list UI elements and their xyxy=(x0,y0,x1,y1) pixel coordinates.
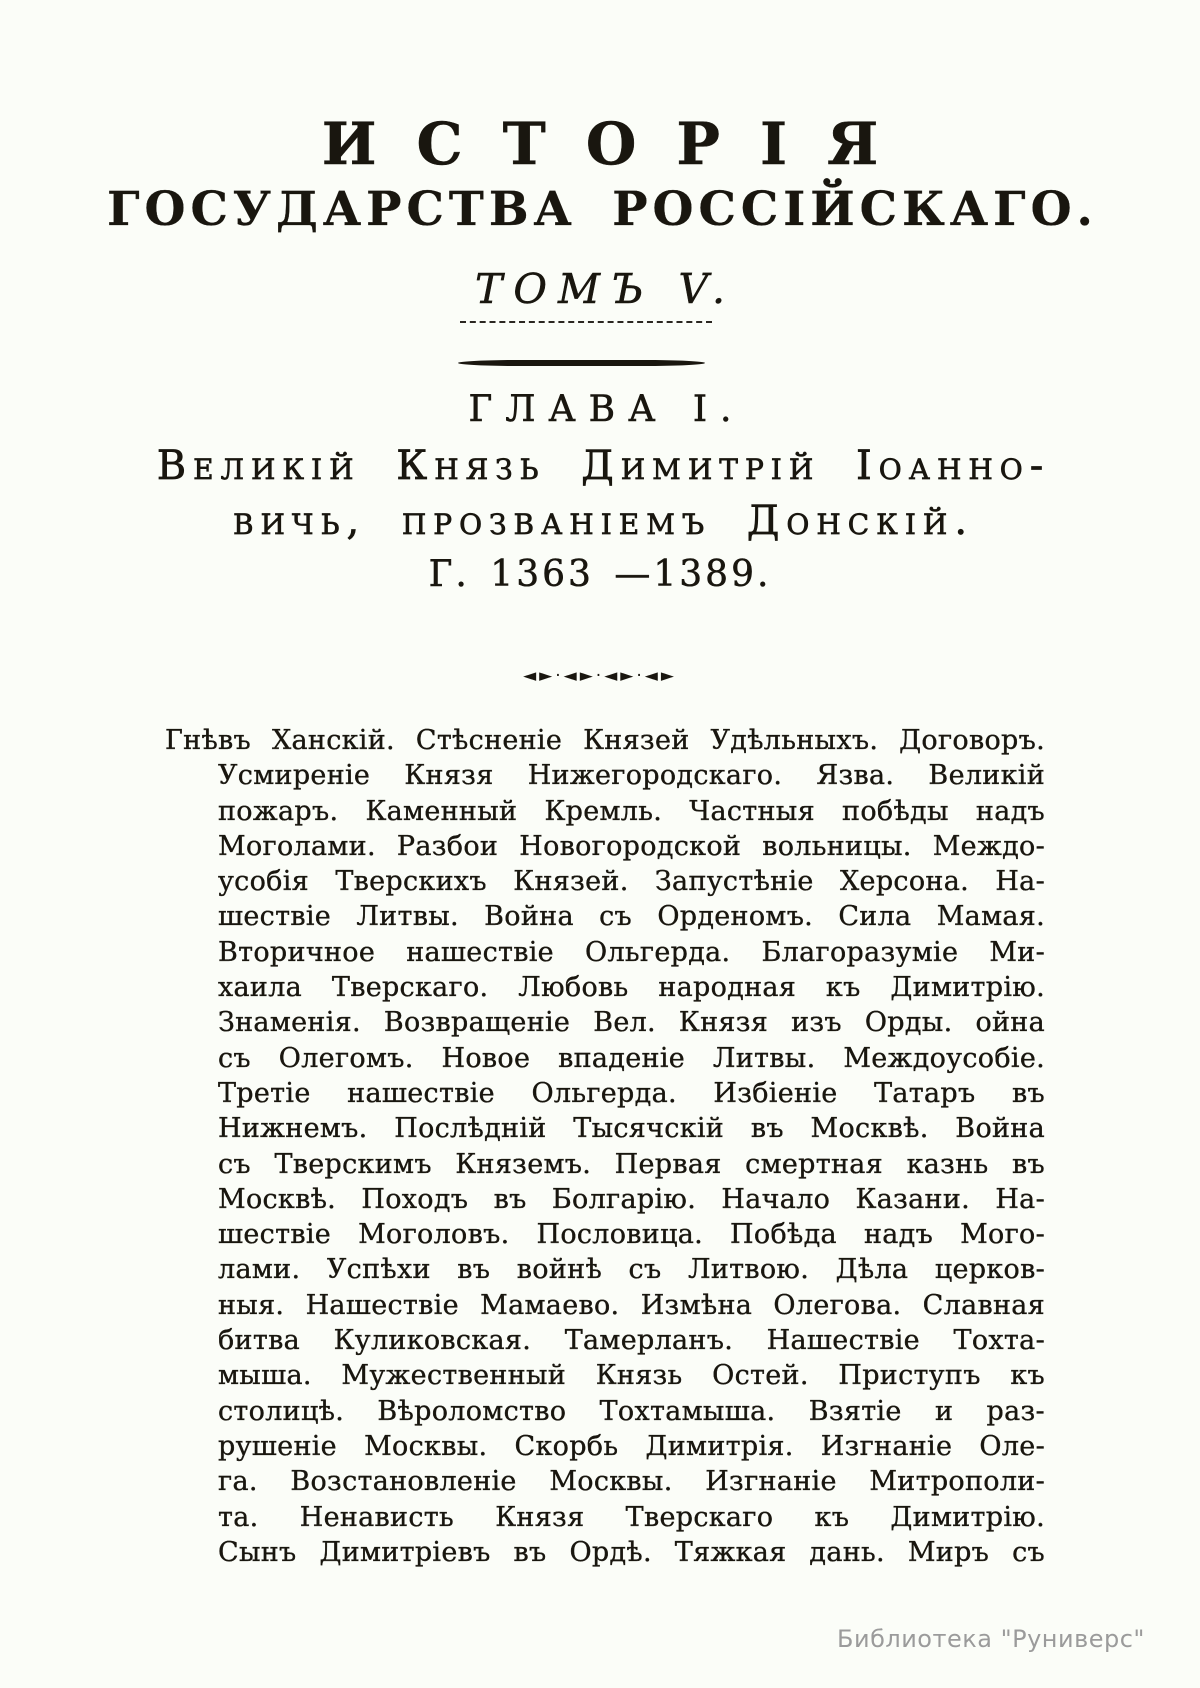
summary-line: ныя. Нашествіе Мамаево. Измѣна Олегова. Славная xyxy=(218,1289,1045,1321)
summary-line: шествіе Моголовъ. Пословица. Побѣда надъ Мого- xyxy=(218,1219,1045,1251)
summary-line: лами. Успѣхи въ войнѣ съ Литвою. Дѣла церков- xyxy=(218,1254,1045,1286)
swelled-divider-rule xyxy=(458,360,705,366)
summary-line: пожаръ. Каменный Кремль. Частныя побѣды надъ xyxy=(218,795,1045,827)
summary-line: шествіе Литвы. Война съ Орденомъ. Сила Мамая. xyxy=(218,901,1045,933)
summary-line: Третіе нашествіе Ольгерда. Избіеніе Татаръ въ xyxy=(218,1077,1045,1109)
summary-line: Знаменія. Возвращеніе Вел. Князя изъ Орды. ойна xyxy=(218,1007,1045,1039)
summary-line: битва Куликовская. Тамерланъ. Нашествіе Тохта- xyxy=(218,1325,1045,1357)
summary-line: съ Тверскимъ Княземъ. Первая смертная казнь въ xyxy=(218,1148,1045,1180)
thin-divider-rule xyxy=(460,321,712,323)
chapter-heading: ГЛАВА I. xyxy=(468,389,745,430)
chapter-years: Г. 1363 —1389. xyxy=(428,554,772,595)
book-title: ИСТОРІЯ xyxy=(321,110,919,178)
summary-line: Усмиреніе Князя Нижегородскаго. Язва. Великій xyxy=(218,760,1045,792)
chapter-summary xyxy=(165,723,1045,1570)
summary-line: Вторичное нашествіе Ольгерда. Благоразуміе Ми- xyxy=(218,936,1045,968)
ornament-divider-icon: ◄►·◄►·◄►·◄► xyxy=(523,666,677,686)
book-title-line2: ГОСУДАРСТВА РОССІЙСКАГО. xyxy=(107,182,1098,237)
volume-title: ТОМЪ V. xyxy=(474,265,737,313)
chapter-subtitle-line1: Великій Князь Димитрій Іоанно- xyxy=(156,443,1051,489)
summary-line: рушеніе Москвы. Скорбь Димитрія. Изгнаніе Оле- xyxy=(218,1430,1045,1462)
summary-line: съ Олегомъ. Новое впаденіе Литвы. Междоусобіе. xyxy=(218,1042,1045,1074)
summary-line: Нижнемъ. Послѣдній Тысячскій въ Москвѣ. Война xyxy=(218,1113,1045,1145)
summary-line: усобія Тверскихъ Князей. Запустѣніе Херсона. На- xyxy=(218,866,1045,898)
summary-line: мыша. Мужественный Князь Остей. Приступъ къ xyxy=(218,1360,1045,1392)
summary-line: столицѣ. Вѣроломство Тохтамыша. Взятіе и раз- xyxy=(218,1395,1045,1427)
summary-line: га. Возстановленіе Москвы. Изгнаніе Митрополи- xyxy=(218,1466,1045,1498)
summary-line: Сынъ Димитріевъ въ Ордѣ. Тяжкая дань. Миръ съ xyxy=(218,1536,1045,1568)
summary-line: та. Ненависть Князя Тверскаго къ Димитрію. xyxy=(218,1501,1045,1533)
summary-line: Моголами. Разбои Новогородской вольницы. Междо- xyxy=(218,830,1045,862)
library-watermark: Библиотека "Руниверс" xyxy=(837,1625,1145,1653)
summary-line: Москвѣ. Походъ въ Болгарію. Начало Казани. На- xyxy=(218,1183,1045,1215)
summary-line: хаила Тверскаго. Любовь народная къ Димитрію. xyxy=(218,972,1045,1004)
summary-line: Гнѣвъ Ханскій. Стѣсненіе Князей Удѣльныхъ. Договоръ. xyxy=(165,725,1045,756)
chapter-subtitle-line2: вичь, прозваніемъ Донскій. xyxy=(232,498,975,544)
